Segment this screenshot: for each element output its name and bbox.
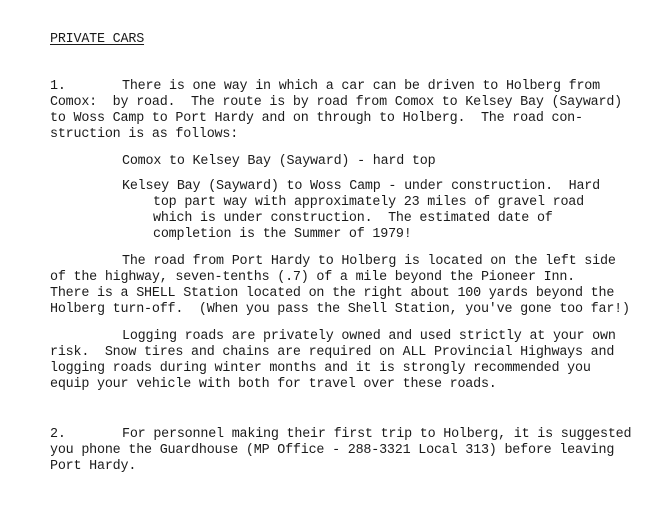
route-item-2-line-2: top part way with approximately 23 miles of gravel road — [153, 195, 584, 210]
section-1-para-2-line-3: There is a SHELL Station located on the right about 100 yards beyond the — [50, 286, 615, 301]
section-1-para-2-line-2: of the highway, seven-tenths (.7) of a mile beyond the Pioneer Inn. — [50, 270, 575, 285]
section-1-para-3-line-2: risk. Snow tires and chains are required on ALL Provincial Highways and — [50, 345, 615, 360]
section-1-para-3-line-1: Logging roads are privately owned and used strictly at your own — [122, 329, 616, 344]
section-1-number: 1. — [50, 79, 66, 94]
section-2-number: 2. — [50, 427, 66, 442]
route-item-1: Comox to Kelsey Bay (Sayward) - hard top — [122, 154, 436, 169]
route-item-2-line-1: Kelsey Bay (Sayward) to Woss Camp - under construction. Hard — [122, 179, 600, 194]
route-item-2-line-3: which is under construction. The estimated date of — [153, 211, 553, 226]
section-1-para-1-line-2: Comox: by road. The route is by road from Comox to Kelsey Bay (Sayward) — [50, 95, 623, 110]
document-heading: PRIVATE CARS — [50, 32, 145, 47]
route-item-2-line-4: completion is the Summer of 1979! — [153, 227, 412, 242]
section-1-para-1-line-4: struction is as follows: — [50, 127, 239, 142]
section-1-para-3-line-3: logging roads during winter months and it is strongly recommended you — [50, 361, 591, 376]
section-1-para-2-line-4: Holberg turn-off. (When you pass the Shell Station, you've gone too far!) — [50, 302, 630, 317]
section-1-para-1-line-3: to Woss Camp to Port Hardy and on through to Holberg. The road con- — [50, 111, 583, 126]
section-1-para-2-line-1: The road from Port Hardy to Holberg is located on the left side — [122, 254, 616, 269]
section-2-para-1-line-3: Port Hardy. — [50, 459, 137, 474]
section-1-para-1-line-1: There is one way in which a car can be driven to Holberg from — [122, 79, 600, 94]
section-2-para-1-line-1: For personnel making their first trip to Holberg, it is suggested — [122, 427, 632, 442]
section-2-para-1-line-2: you phone the Guardhouse (MP Office - 288-3321 Local 313) before leaving — [50, 443, 615, 458]
section-1-para-3-line-4: equip your vehicle with both for travel over these roads. — [50, 377, 497, 392]
